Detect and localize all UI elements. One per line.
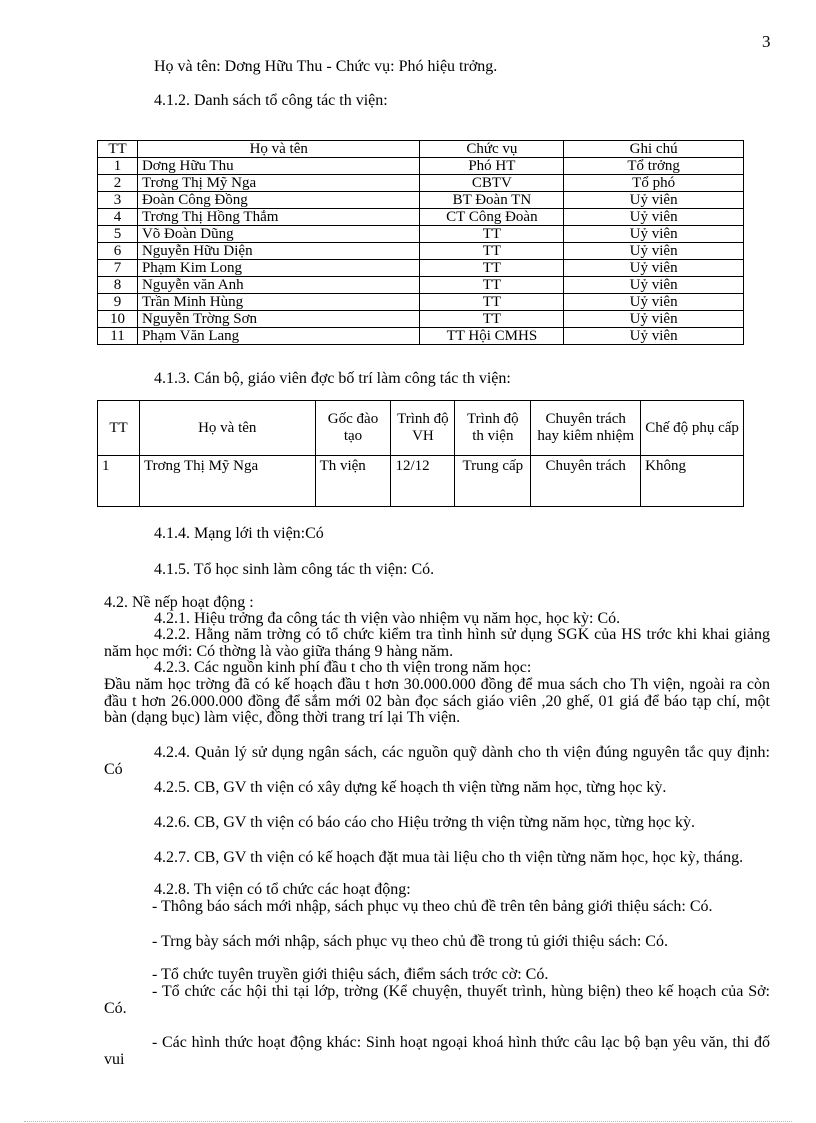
section-4-2-heading: 4.2. Nề nếp hoạt động : <box>104 594 254 611</box>
table-cell: 3 <box>98 192 138 209</box>
header-cell: Chế độ phụ cấp <box>641 401 744 456</box>
section-4-1-4: 4.1.4. Mạng lới th viện:Có <box>154 525 324 542</box>
section-4-1-3-heading: 4.1.3. Cán bộ, giáo viên đợc bố trí làm công tác th viện: <box>154 370 511 387</box>
table-cell: Uỷ viên <box>564 192 744 209</box>
table-cell: Uỷ viên <box>564 277 744 294</box>
activity-item: - Tổ chức tuyên truyền giới thiệu sách, điểm sách trớc cờ: Có. <box>152 966 549 983</box>
table-cell: 11 <box>98 328 138 345</box>
table-cell: 1 <box>98 456 140 507</box>
table-header-row <box>98 141 744 158</box>
table-cell: 4 <box>98 209 138 226</box>
activity-item: - Thông báo sách mới nhập, sách phục vụ theo chủ đề trên tên bảng giới thiệu sách: Có. <box>152 898 713 915</box>
paragraph-4-2-2: 4.2.2. Hằng năm trờng có tổ chức kiểm tra tình hình sử dụng SGK của HS trớc khi khai giảng năm học mới: Có thờng là vào giữa tháng 9 hàng năm. <box>104 626 770 660</box>
table-cell: CBTV <box>420 175 564 192</box>
table-cell: 7 <box>98 260 138 277</box>
table-row <box>98 243 744 260</box>
header-cell: TT <box>98 401 140 456</box>
table-cell: Uỷ viên <box>564 209 744 226</box>
activity-item: - Tổ chức các hội thi tại lớp, trờng (Kể chuyện, thuyết trình, hùng biện) theo kế hoạch của Sở: Có. <box>104 983 770 1017</box>
table-cell: Nguyễn Trờng Sơn <box>137 311 420 328</box>
table-cell: Trơng Thị Hồng Thắm <box>137 209 420 226</box>
table-cell: 5 <box>98 226 138 243</box>
table-cell: Không <box>641 456 744 507</box>
table-cell: TT <box>420 311 564 328</box>
table-cell: Dơng Hữu Thu <box>137 158 420 175</box>
table-row <box>98 311 744 328</box>
table-row <box>98 158 744 175</box>
table-cell: 10 <box>98 311 138 328</box>
library-team-table <box>97 140 744 345</box>
table-row <box>98 209 744 226</box>
table-cell: Trơng Thị Mỹ Nga <box>139 456 315 507</box>
header-cell: TT <box>98 141 138 158</box>
table-cell: 6 <box>98 243 138 260</box>
table-cell: 2 <box>98 175 138 192</box>
page-bottom-divider <box>24 1121 792 1122</box>
table-cell: Phạm Văn Lang <box>137 328 420 345</box>
page-number: 3 <box>762 32 771 51</box>
paragraph-4-2-6: 4.2.6. CB, GV th viện có báo cáo cho Hiệu trởng th viện từng năm học, từng học kỳ. <box>154 814 695 831</box>
activity-item: - Các hình thức hoạt động khác: Sinh hoạt ngoại khoá hình thức câu lạc bộ bạn yêu văn, thi đố vui <box>104 1034 770 1068</box>
table-cell: 9 <box>98 294 138 311</box>
table-cell: Trung cấp <box>455 456 531 507</box>
table-cell: Nguyễn Hữu Diện <box>137 243 420 260</box>
table-cell: BT Đoàn TN <box>420 192 564 209</box>
table-header-row <box>98 401 744 456</box>
header-cell: Gốc đào tạo <box>315 401 391 456</box>
table-cell: Tổ phó <box>564 175 744 192</box>
table-row <box>98 294 744 311</box>
table-cell: TT <box>420 226 564 243</box>
paragraph-4-2-3: 4.2.3. Các nguồn kinh phí đầu t cho th viện trong năm học: <box>154 659 532 676</box>
header-cell: Chuyên trách hay kiêm nhiệm <box>531 401 641 456</box>
section-4-1-5: 4.1.5. Tổ học sinh làm công tác th viện: Có. <box>154 561 435 578</box>
table-row <box>98 277 744 294</box>
table-cell: Trần Minh Hùng <box>137 294 420 311</box>
table-cell: Uỷ viên <box>564 328 744 345</box>
table-cell: TT <box>420 277 564 294</box>
activity-item: - Trng bày sách mới nhập, sách phục vụ theo chủ đề trong tủ giới thiệu sách: Có. <box>152 933 668 950</box>
table-cell: TT <box>420 294 564 311</box>
table-cell: Nguyễn văn Anh <box>137 277 420 294</box>
table-cell: Võ Đoàn Dũng <box>137 226 420 243</box>
header-cell: Trình độ VH <box>391 401 455 456</box>
table-cell: Trơng Thị Mỹ Nga <box>137 175 420 192</box>
table-cell: Uỷ viên <box>564 243 744 260</box>
header-cell: Trình độ th viện <box>455 401 531 456</box>
paragraph-4-2-7: 4.2.7. CB, GV th viện có kế hoạch đặt mua tài liệu cho th viện từng năm học, học kỳ, tháng. <box>154 849 744 866</box>
table-cell: Uỷ viên <box>564 294 744 311</box>
table-cell: Uỷ viên <box>564 311 744 328</box>
table-row <box>98 175 744 192</box>
table-cell: Phó HT <box>420 158 564 175</box>
table-cell: TT Hội CMHS <box>420 328 564 345</box>
table-cell: Phạm Kim Long <box>137 260 420 277</box>
table-cell: TT <box>420 243 564 260</box>
paragraph-4-2-4: 4.2.4. Quản lý sử dụng ngân sách, các nguồn quỹ dành cho th viện đúng nguyên tắc quy định: Có <box>104 744 770 778</box>
table-cell: CT Công Đoàn <box>420 209 564 226</box>
table-cell: Chuyên trách <box>531 456 641 507</box>
table-cell: Uỷ viên <box>564 226 744 243</box>
header-cell: Chức vụ <box>420 141 564 158</box>
header-cell: Họ và tên <box>139 401 315 456</box>
table-row <box>98 260 744 277</box>
library-staff-table <box>97 400 744 507</box>
table-cell: Th viện <box>315 456 391 507</box>
table-row <box>98 192 744 209</box>
table-cell: Đoàn Công Đồng <box>137 192 420 209</box>
paragraph-4-2-8: 4.2.8. Th viện có tổ chức các hoạt động: <box>154 881 411 898</box>
table-cell: Uỷ viên <box>564 260 744 277</box>
table-row <box>98 328 744 345</box>
table-cell: TT <box>420 260 564 277</box>
header-cell: Ghi chú <box>564 141 744 158</box>
intro-line: Họ và tên: Dơng Hữu Thu - Chức vụ: Phó hiệu trởng. <box>154 58 498 75</box>
section-4-1-2-heading: 4.1.2. Danh sách tổ công tác th viện: <box>154 92 388 109</box>
table-row <box>98 226 744 243</box>
table-row <box>98 456 744 507</box>
table-cell: 8 <box>98 277 138 294</box>
paragraph-4-2-1: 4.2.1. Hiệu trởng đa công tác th viện vào nhiệm vụ năm học, học kỳ: Có. <box>154 610 621 627</box>
table-cell: Tổ trởng <box>564 158 744 175</box>
header-cell: Họ và tên <box>137 141 420 158</box>
paragraph-4-2-3-detail: Đầu năm học trờng đã có kế hoạch đầu t hơn 30.000.000 đồng để mua sách cho Th viện, ngoài ra còn đầu t hơn 26.000.000 đồng để sắm mới 02 bàn đọc sách giáo viên ,20 ghế, 01 giá để báo tạp chí, một bàn (dạng bục) làm việc, đồng thời trang trí lại Th viện. <box>104 676 770 726</box>
table-cell: 1 <box>98 158 138 175</box>
table-cell: 12/12 <box>391 456 455 507</box>
paragraph-4-2-5: 4.2.5. CB, GV th viện có xây dựng kế hoạch th viện từng năm học, từng học kỳ. <box>154 779 667 796</box>
